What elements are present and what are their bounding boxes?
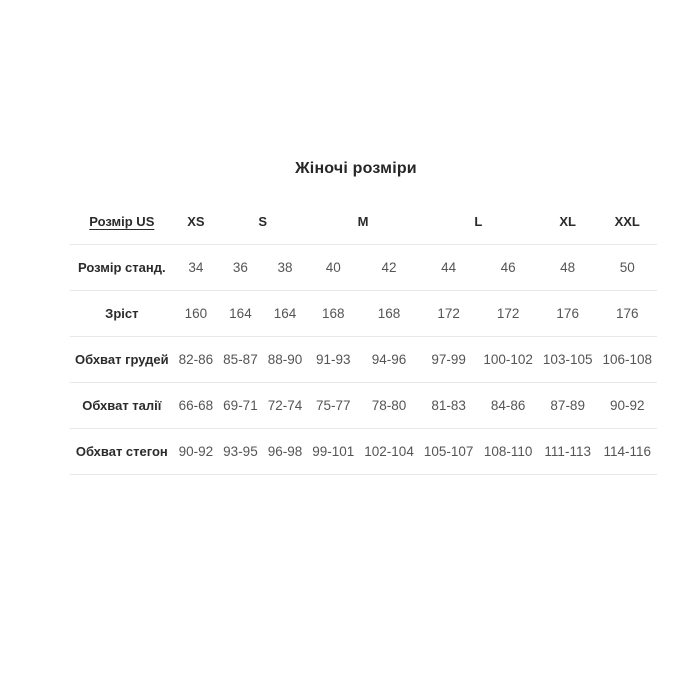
table-cell: 103-105 [538, 337, 598, 383]
table-cell: 100-102 [478, 337, 538, 383]
table-cell: 91-93 [307, 337, 359, 383]
table-cell: 164 [218, 291, 263, 337]
table-cell: 176 [597, 291, 657, 337]
table-cell: 105-107 [419, 429, 479, 475]
table-cell: 44 [419, 245, 479, 291]
table-cell: 84-86 [478, 383, 538, 429]
table-row [70, 291, 657, 337]
header-size-s: S [218, 199, 307, 245]
table-cell: 114-116 [597, 429, 657, 475]
table-cell: 87-89 [538, 383, 598, 429]
table-cell: 78-80 [359, 383, 419, 429]
table-cell: 168 [307, 291, 359, 337]
table-cell: 108-110 [478, 429, 538, 475]
row-label: Обхват стегон [70, 429, 174, 475]
table-cell: 168 [359, 291, 419, 337]
table-cell: 90-92 [597, 383, 657, 429]
table-cell: 88-90 [263, 337, 308, 383]
header-size-m: M [307, 199, 419, 245]
table-cell: 48 [538, 245, 598, 291]
table-cell: 94-96 [359, 337, 419, 383]
size-chart-table [70, 199, 657, 475]
table-cell: 102-104 [359, 429, 419, 475]
table-cell: 93-95 [218, 429, 263, 475]
table-cell: 160 [174, 291, 219, 337]
table-cell: 82-86 [174, 337, 219, 383]
table-header-row [70, 199, 657, 245]
table-cell: 85-87 [218, 337, 263, 383]
table-cell: 36 [218, 245, 263, 291]
table-cell: 111-113 [538, 429, 598, 475]
table-cell: 40 [307, 245, 359, 291]
table-cell: 69-71 [218, 383, 263, 429]
table-row [70, 383, 657, 429]
table-cell: 34 [174, 245, 219, 291]
table-cell: 66-68 [174, 383, 219, 429]
page-title: Жіночі розміри [295, 160, 417, 177]
header-size-xl: XL [538, 199, 598, 245]
table-cell: 99-101 [307, 429, 359, 475]
header-size-xs: XS [174, 199, 219, 245]
header-size-xxl: XXL [597, 199, 657, 245]
table-cell: 106-108 [597, 337, 657, 383]
table-cell: 164 [263, 291, 308, 337]
table-cell: 90-92 [174, 429, 219, 475]
table-cell: 50 [597, 245, 657, 291]
row-label: Обхват талії [70, 383, 174, 429]
table-row [70, 245, 657, 291]
header-size-l: L [419, 199, 538, 245]
table-cell: 46 [478, 245, 538, 291]
table-cell: 97-99 [419, 337, 479, 383]
size-system-header[interactable] [70, 199, 174, 245]
row-label: Розмір станд. [70, 245, 174, 291]
table-cell: 38 [263, 245, 308, 291]
table-cell: 176 [538, 291, 598, 337]
table-cell: 81-83 [419, 383, 479, 429]
table-cell: 172 [419, 291, 479, 337]
row-label: Обхват грудей [70, 337, 174, 383]
table-cell: 75-77 [307, 383, 359, 429]
table-cell: 72-74 [263, 383, 308, 429]
table-cell: 96-98 [263, 429, 308, 475]
table-head [70, 199, 657, 245]
table-row [70, 429, 657, 475]
table-row [70, 337, 657, 383]
row-label: Зріст [70, 291, 174, 337]
table-cell: 172 [478, 291, 538, 337]
table-body [70, 245, 657, 475]
table-cell: 42 [359, 245, 419, 291]
size-system-link[interactable]: Розмір US [89, 214, 155, 229]
